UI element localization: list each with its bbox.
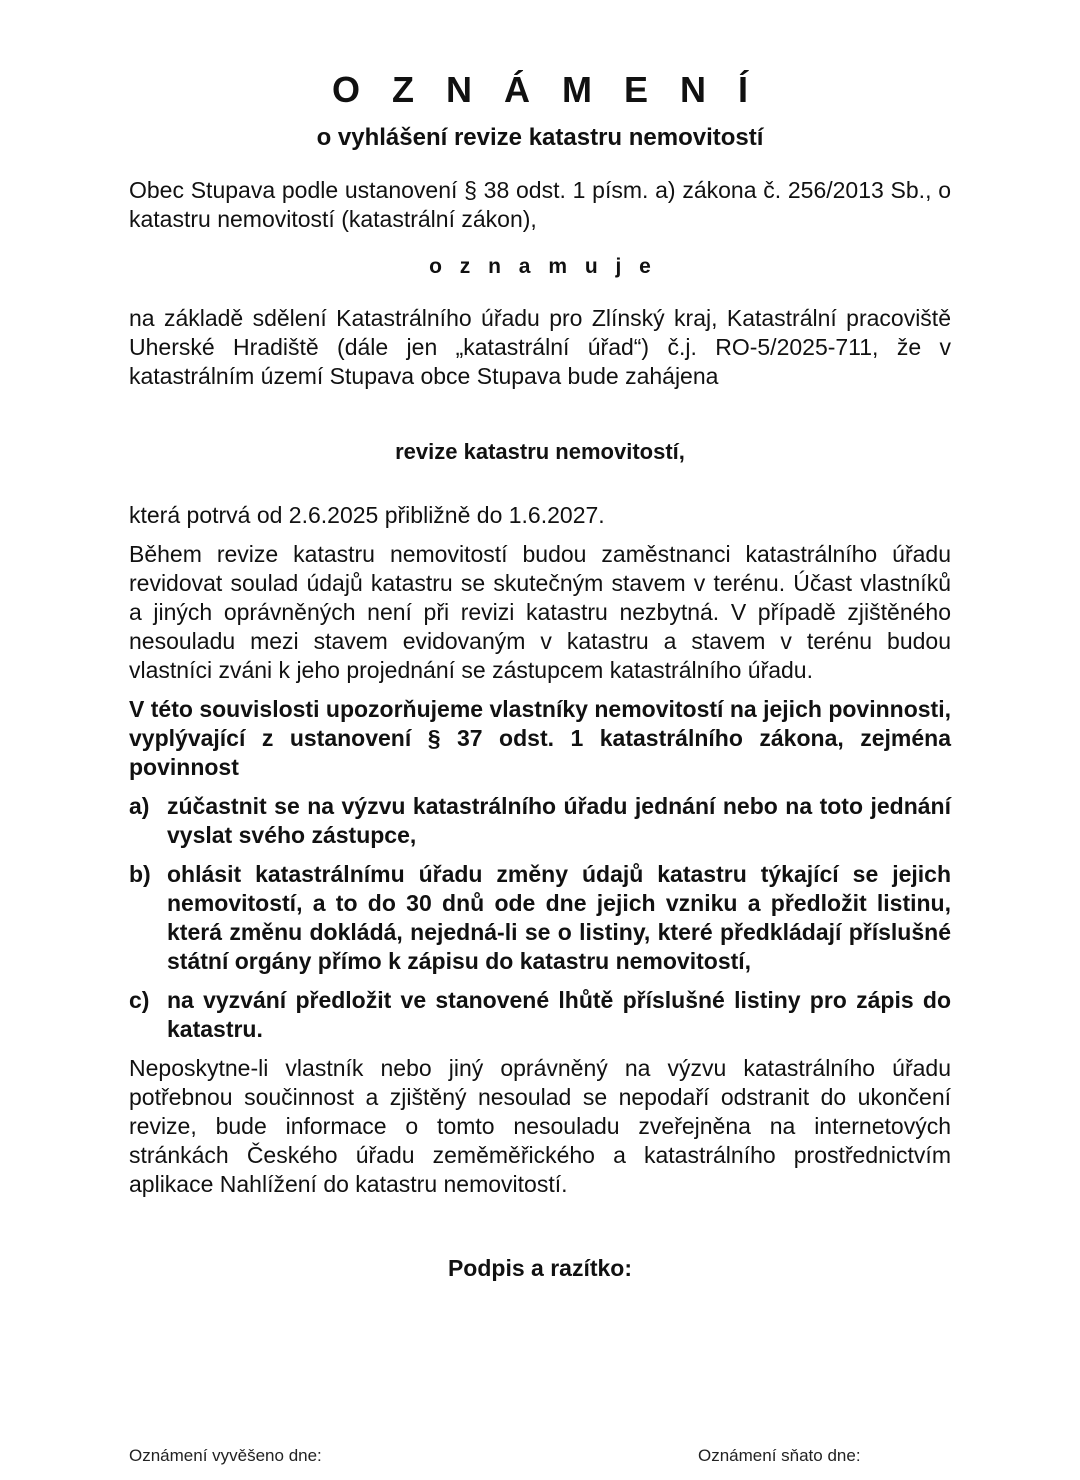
announces-heading: o z n a m u j e — [429, 255, 657, 279]
duties-list — [129, 792, 951, 1044]
duty-item — [129, 860, 951, 976]
basis-paragraph: na základě sdělení Katastrálního úřadu pro Zlínský kraj, Katastrální pracoviště Uherské Hradiště (dále jen „katastrální úřad“) č.j. RO-5/2025-711, že v katastrálním území Stupava obce Stupava bude zahájena — [129, 304, 951, 389]
consequence-paragraph: Neposkytne-li vlastník nebo jiný oprávněný na výzvu katastrálního úřadu potřebnou součinnost a zjištěný nesoulad se nepodaří odstranit do ukončení revize, bude informace o tomto nesouladu zveřejněna na internetových stránkách Českého úřadu zeměměřického a katastrálního prostřednictvím aplikace Nahlížení do katastru nemovitostí. — [129, 1054, 951, 1197]
duty-marker: b) — [129, 860, 151, 887]
process-paragraph: Během revize katastru nemovitostí budou zaměstnanci katastrálního úřadu revidovat soulad údajů katastru se skutečným stavem v terénu. Účast vlastníků a jiných oprávněných není při revizi katastru nezbytná. V případě zjištěného nesouladu mezi stavem evidovaným v katastru a stavem v terénu budou vlastníci zváni k jeho projednání se zástupcem katastrálního úřadu. — [129, 540, 951, 683]
document-body — [129, 70, 951, 1283]
posted-date-label: Oznámení vyvěšeno dne: — [129, 1446, 322, 1465]
intro-paragraph: Obec Stupava podle ustanovení § 38 odst. 1 písm. a) zákona č. 256/2013 Sb., o katastru nemovitostí (katastrální zákon), — [129, 177, 951, 233]
duty-text: ohlásit katastrálnímu úřadu změny údajů katastru týkající se jejich nemovitostí, a to do 30 dnů ode dne jejich vzniku a předložit listinu, která změnu dokládá, nejedná-li se o listiny, které předkládají příslušné státní orgány přímo k zápisu do katastru nemovitostí, — [167, 860, 951, 974]
signature-label: Podpis a razítko: — [447, 1254, 633, 1281]
duty-text: na vyzvání předložit ve stanovené lhůtě příslušné listiny pro zápis do katastru. — [167, 986, 951, 1042]
notice-paragraph: V této souvislosti upozorňujeme vlastníky nemovitostí na jejich povinnosti, vyplývající z ustanovení § 37 odst. 1 katastrálního zákona, zejména povinnost — [129, 695, 951, 780]
duration-paragraph: která potrvá od 2.6.2025 přibližně do 1.6.2027. — [129, 501, 605, 528]
duty-item — [129, 792, 951, 850]
document-subtitle: o vyhlášení revize katastru nemovitostí — [316, 123, 764, 151]
removed-date-label: Oznámení sňato dne: — [698, 1446, 861, 1465]
document-title: O Z N Á M E N Í — [331, 69, 759, 110]
duty-text: zúčastnit se na výzvu katastrálního úřadu jednání nebo na toto jednání vyslat svého zástupce, — [167, 792, 951, 848]
duty-marker: c) — [129, 986, 150, 1013]
duty-item — [129, 986, 951, 1044]
duty-marker: a) — [129, 792, 150, 819]
revision-heading: revize katastru nemovitostí, — [395, 438, 685, 464]
